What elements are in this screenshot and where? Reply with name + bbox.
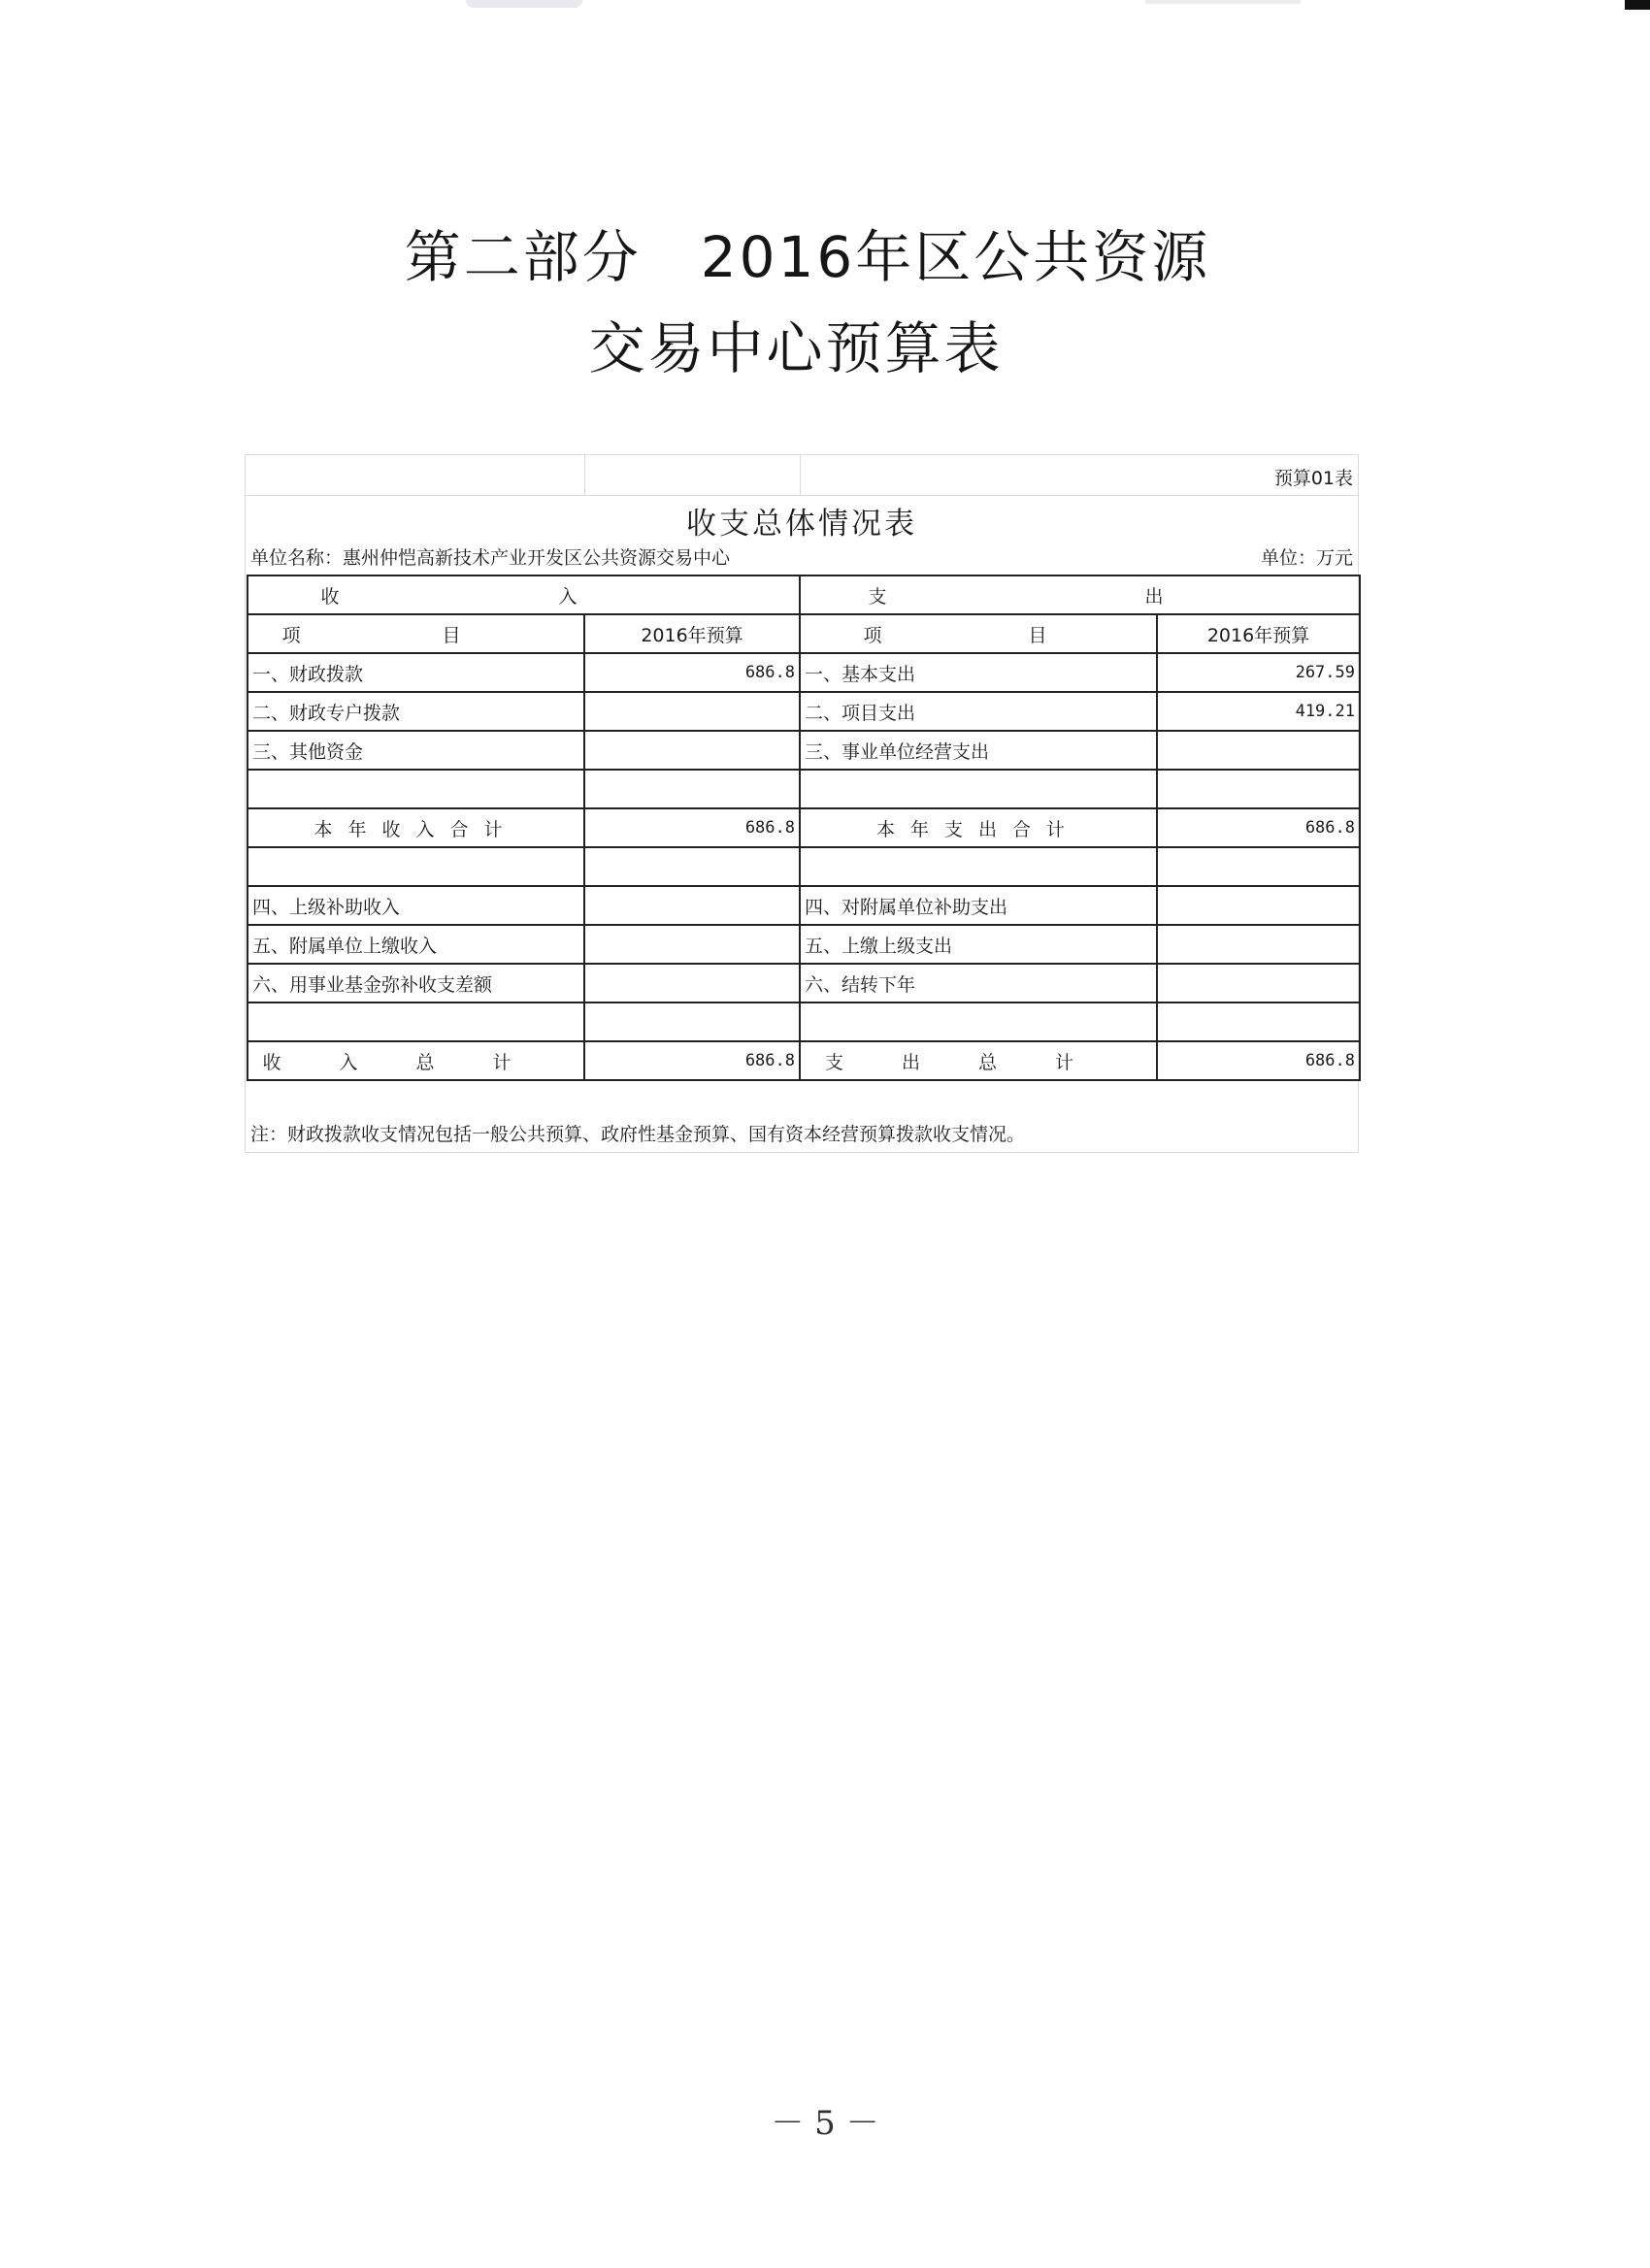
income-value: [584, 925, 800, 964]
table-title: 收支总体情况表: [686, 507, 917, 542]
income-value: [584, 964, 800, 1003]
income-item: [248, 847, 584, 886]
scan-artifact: [466, 0, 582, 8]
subtotal-row: [248, 808, 1360, 847]
expense-value: [1157, 847, 1360, 886]
expense-item: 二、项目支出: [800, 692, 1157, 731]
income-value: [584, 1003, 800, 1041]
income-value: [584, 770, 800, 808]
column-header-budget: 2016年预算: [1157, 614, 1360, 653]
expense-group-char: 出: [1144, 585, 1164, 608]
expense-item: [800, 1003, 1157, 1041]
sheet-guideline: [245, 454, 1359, 455]
income-item: 一、财政拨款: [248, 653, 584, 692]
sheet-guideline: [245, 495, 1359, 496]
income-total-label: 收入总计: [248, 1041, 584, 1080]
expense-total-label: 支出总计: [800, 1041, 1157, 1080]
page-title-line-2: 交易中心预算表: [588, 315, 1004, 381]
expense-item: [800, 847, 1157, 886]
page-number: － 5 －: [771, 2104, 879, 2143]
expense-item: 一、基本支出: [800, 653, 1157, 692]
expense-item: 六、结转下年: [800, 964, 1157, 1003]
income-item: 二、财政专户拨款: [248, 692, 584, 731]
table-row: [248, 770, 1360, 808]
column-header-item: [248, 614, 584, 653]
expense-item: 五、上缴上级支出: [800, 925, 1157, 964]
scan-edge-mark: [1625, 0, 1650, 10]
expense-subtotal-value: 686.8: [1157, 808, 1360, 847]
expense-total-value: 686.8: [1157, 1041, 1360, 1080]
expense-item: 三、事业单位经营支出: [800, 731, 1157, 770]
currency-unit: 单位：万元: [1260, 547, 1353, 569]
sheet-guideline: [245, 454, 246, 1153]
group-header-row: [248, 575, 1360, 614]
income-value: [584, 731, 800, 770]
income-group-char: 入: [558, 585, 578, 608]
income-item: 三、其他资金: [248, 731, 584, 770]
income-value: 686.8: [584, 653, 800, 692]
expense-value: [1157, 886, 1360, 925]
header-char: 项: [863, 624, 882, 646]
table-row: [248, 653, 1360, 692]
expense-value: [1157, 925, 1360, 964]
sheet-guideline: [584, 454, 585, 495]
income-item: 五、附属单位上缴收入: [248, 925, 584, 964]
income-group-header: [248, 575, 800, 614]
income-subtotal-label: 本年收入合计: [248, 808, 584, 847]
income-item: 六、用事业基金弥补收支差额: [248, 964, 584, 1003]
expense-item: [800, 770, 1157, 808]
header-char: 目: [1028, 624, 1047, 646]
expense-item: 四、对附属单位补助支出: [800, 886, 1157, 925]
income-subtotal-value: 686.8: [584, 808, 800, 847]
income-value: [584, 692, 800, 731]
expense-subtotal-label: 本年支出合计: [800, 808, 1157, 847]
total-row: [248, 1041, 1360, 1080]
expense-group-header: [800, 575, 1360, 614]
income-total-value: 686.8: [584, 1041, 800, 1080]
unit-name: 单位名称：惠州仲恺高新技术产业开发区公共资源交易中心: [250, 547, 731, 569]
sheet-guideline: [245, 1152, 1359, 1153]
header-char: 项: [281, 624, 301, 646]
scan-artifact: [1145, 0, 1301, 4]
page-title-line-1: 第二部分 2016年区公共资源: [404, 224, 1211, 290]
table-row: [248, 847, 1360, 886]
form-number: 预算01表: [1273, 468, 1353, 489]
table-row: [248, 964, 1360, 1003]
column-header-item: [800, 614, 1157, 653]
income-item: [248, 1003, 584, 1041]
expense-value: [1157, 964, 1360, 1003]
sheet-guideline: [800, 454, 801, 495]
income-value: [584, 847, 800, 886]
table-row: [248, 692, 1360, 731]
budget-table: [247, 575, 1361, 1081]
column-header-budget: 2016年预算: [584, 614, 800, 653]
income-group-char: 收: [320, 585, 340, 608]
expense-value: 419.21: [1157, 692, 1360, 731]
header-char: 目: [442, 624, 461, 646]
expense-group-char: 支: [868, 585, 887, 608]
table-row: [248, 1003, 1360, 1041]
income-item: 四、上级补助收入: [248, 886, 584, 925]
budget-sheet: [245, 454, 1359, 1153]
expense-value: 267.59: [1157, 653, 1360, 692]
income-item: [248, 770, 584, 808]
expense-value: [1157, 731, 1360, 770]
table-row: [248, 925, 1360, 964]
table-footnote: 注：财政拨款收支情况包括一般公共预算、政府性基金预算、国有资本经营预算拨款收支情况。: [250, 1124, 1026, 1145]
column-header-row: [248, 614, 1360, 653]
table-row: [248, 731, 1360, 770]
income-value: [584, 886, 800, 925]
expense-value: [1157, 770, 1360, 808]
expense-value: [1157, 1003, 1360, 1041]
table-row: [248, 886, 1360, 925]
